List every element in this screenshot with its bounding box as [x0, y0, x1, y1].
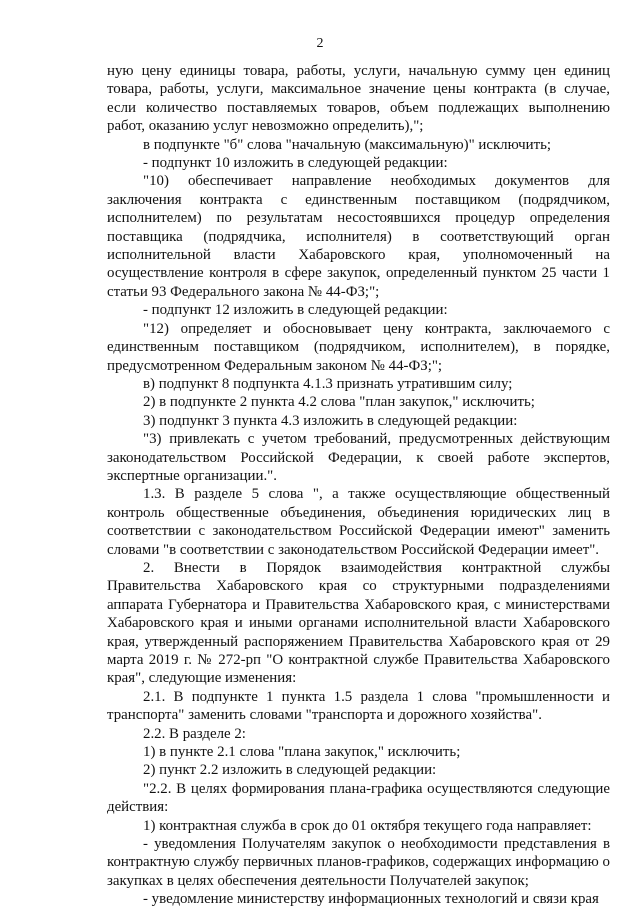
document-body	[107, 62, 610, 909]
paragraph: 1.3. В разделе 5 слова ", а также осуществляющие общественный контроль общественные объединения, объединения юридических лиц в соответствии с законодательством Российской Федерации имеют" заменить словами "в соответствии с законодательством Российской Федерации имеет".	[107, 486, 610, 558]
paragraph: 2.2. В разделе 2:	[143, 725, 246, 742]
paragraph: "12) определяет и обосновывает цену контракта, заключаемого с единственным поставщиком (подрядчиком, исполнителем), в порядке, предусмотренном Федеральным законом № 44-ФЗ;";	[107, 320, 610, 374]
paragraph: 2. Внести в Порядок взаимодействия контрактной службы Правительства Хабаровского края со структурными подразделениями аппарата Губернатора и Правительства Хабаровского края, с министерствами Хабаровского края и иными органами исполнительной власти Хабаровского края, утвержденный распоряжением Правительства Хабаровского края от 29 марта 2019 г. № 272-рп "О контрактной службе Правительства Хабаровского края", следующие изменения:	[107, 559, 610, 687]
paragraph: 1) в пункте 2.1 слова "плана закупок," исключить;	[143, 744, 461, 761]
paragraph: 1) контрактная служба в срок до 01 октября текущего года направляет:	[143, 817, 592, 834]
paragraph: ную цену единицы товара, работы, услуги, начальную сумму цен единиц товара, работы, услуги, максимальное значение цены контракта (в случае, если количество поставляемых товаров, объем подлежащих выполнению работ, оказанию услуг невозможно определить),";	[107, 63, 610, 135]
paragraph: - уведомления Получателям закупок о необходимости представления в контрактную службу первичных планов-графиков, содержащих информацию о закупках в целях обеспечения деятельности Получателей закупок;	[107, 836, 610, 889]
paragraph: в) подпункт 8 подпункта 4.1.3 признать утратившим силу;	[143, 375, 513, 392]
paragraph: "2.2. В целях формирования плана-графика осуществляются следующие действия:	[107, 780, 610, 816]
paragraph: "10) обеспечивает направление необходимых документов для заключения контракта с единственным поставщиком (подрядчиком, исполнителем) по результатам несостоявшихся процедур определения поставщика (подрядчика, исполнителя) в соответствующий орган исполнительной власти Хабаровского края, уполномоченный на осуществление контроля в сфере закупок, определенный пунктом 25 части 1 статьи 93 Федерального закона № 44-ФЗ;";	[107, 173, 610, 300]
paragraph: 2.1. В подпункте 1 пункта 1.5 раздела 1 слова "промышленности и транспорта" заменить словами "транспорта и дорожного хозяйства".	[107, 688, 610, 724]
paragraph: - подпункт 12 изложить в следующей редакции:	[143, 302, 448, 319]
page-number: 2	[316, 36, 324, 51]
paragraph: в подпункте "б" слова "начальную (максимальную)" исключить;	[143, 136, 552, 153]
paragraph: 3) подпункт 3 пункта 4.3 изложить в следующей редакции:	[143, 412, 518, 429]
paragraph: - уведомление министерству информационных технологий и связи края	[143, 891, 599, 908]
paragraph: "3) привлекать с учетом требований, предусмотренных действующим законодательством Российской Федерации, к своей работе экспертов, экспертные организации.".	[107, 431, 610, 484]
paragraph: 2) пункт 2.2 изложить в следующей редакции:	[143, 762, 437, 779]
paragraph: 2) в подпункте 2 пункта 4.2 слова "план закупок," исключить;	[143, 394, 535, 411]
paragraph: - подпункт 10 изложить в следующей редакции:	[143, 155, 448, 172]
